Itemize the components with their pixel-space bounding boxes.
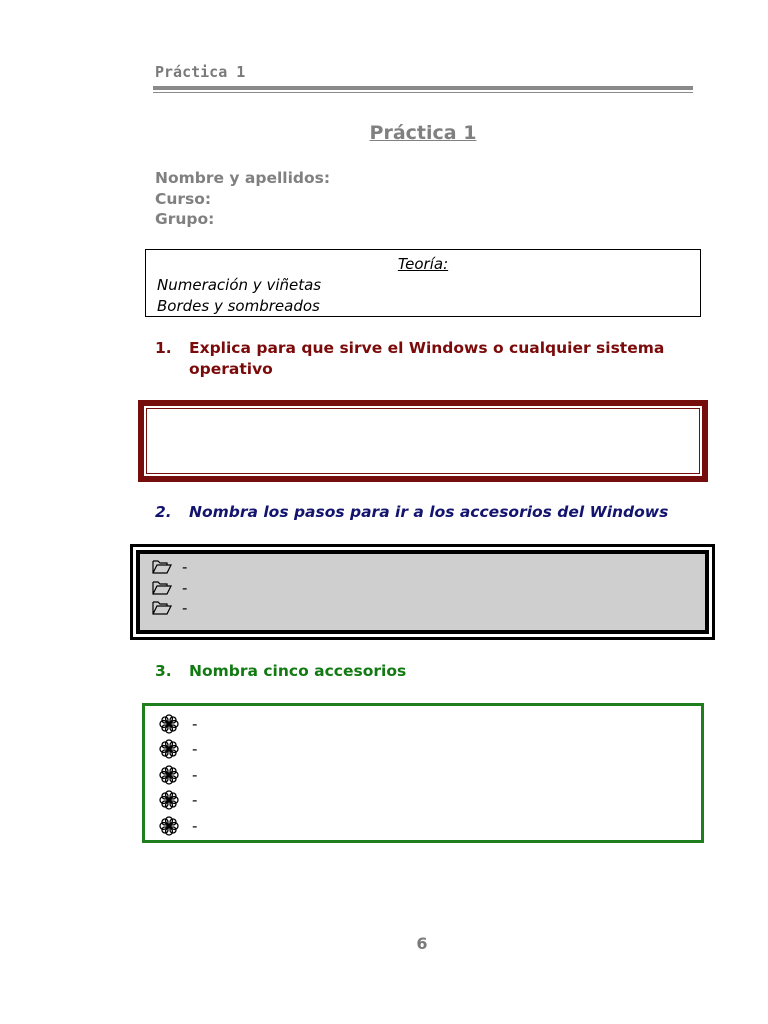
page-title: Práctica 1 [369, 122, 477, 144]
question-number: 1. [155, 339, 172, 357]
page-number: 6 [416, 934, 428, 953]
list-item [159, 711, 701, 737]
question-number: 2. [155, 503, 172, 521]
list-item [159, 737, 701, 763]
list-item [152, 557, 705, 578]
group-label: Grupo: [155, 210, 215, 228]
answer-box-3[interactable] [142, 703, 704, 843]
question-text: Nombra cinco accesorios [189, 662, 407, 680]
list-item-text: - [182, 578, 188, 597]
list-item-text: - [192, 740, 198, 759]
folder-open-icon [152, 560, 172, 574]
answer-box-1[interactable] [138, 400, 708, 482]
folder-open-icon [152, 601, 172, 615]
theory-box [145, 249, 701, 317]
theory-title: Teoría: [397, 255, 449, 273]
header-text: Práctica 1 [155, 63, 246, 81]
theory-item: Bordes y sombreados [157, 297, 320, 315]
list-item-text: - [182, 599, 188, 618]
list-item-text: - [192, 714, 198, 733]
header-rule [153, 86, 693, 93]
list-item [159, 788, 701, 814]
list-item [159, 813, 701, 839]
name-label: Nombre y apellidos: [155, 169, 331, 187]
list-item-text: - [192, 791, 198, 810]
list-item-text: - [192, 816, 198, 835]
question-text: Nombra los pasos para ir a los accesorios del Windows [189, 503, 669, 521]
flower-icon [159, 790, 179, 810]
list-item-text: - [192, 765, 198, 784]
question-text: Explica para que sirve el Windows o cualquier sistema operativo [189, 339, 665, 378]
answer-box-1-inner [146, 408, 700, 474]
list-item [152, 598, 705, 619]
list-item [159, 762, 701, 788]
flower-icon [159, 816, 179, 836]
list-item-text: - [182, 558, 188, 577]
flower-icon [159, 739, 179, 759]
course-label: Curso: [155, 189, 212, 208]
answer-box-2-content [137, 551, 708, 633]
question-number: 3. [155, 662, 172, 680]
flower-icon [159, 714, 179, 734]
theory-item: Numeración y viñetas [157, 276, 322, 294]
folder-open-icon [152, 581, 172, 595]
answer-box-2[interactable] [130, 544, 715, 640]
student-info [155, 168, 330, 230]
list-item [152, 578, 705, 599]
flower-icon [159, 765, 179, 785]
